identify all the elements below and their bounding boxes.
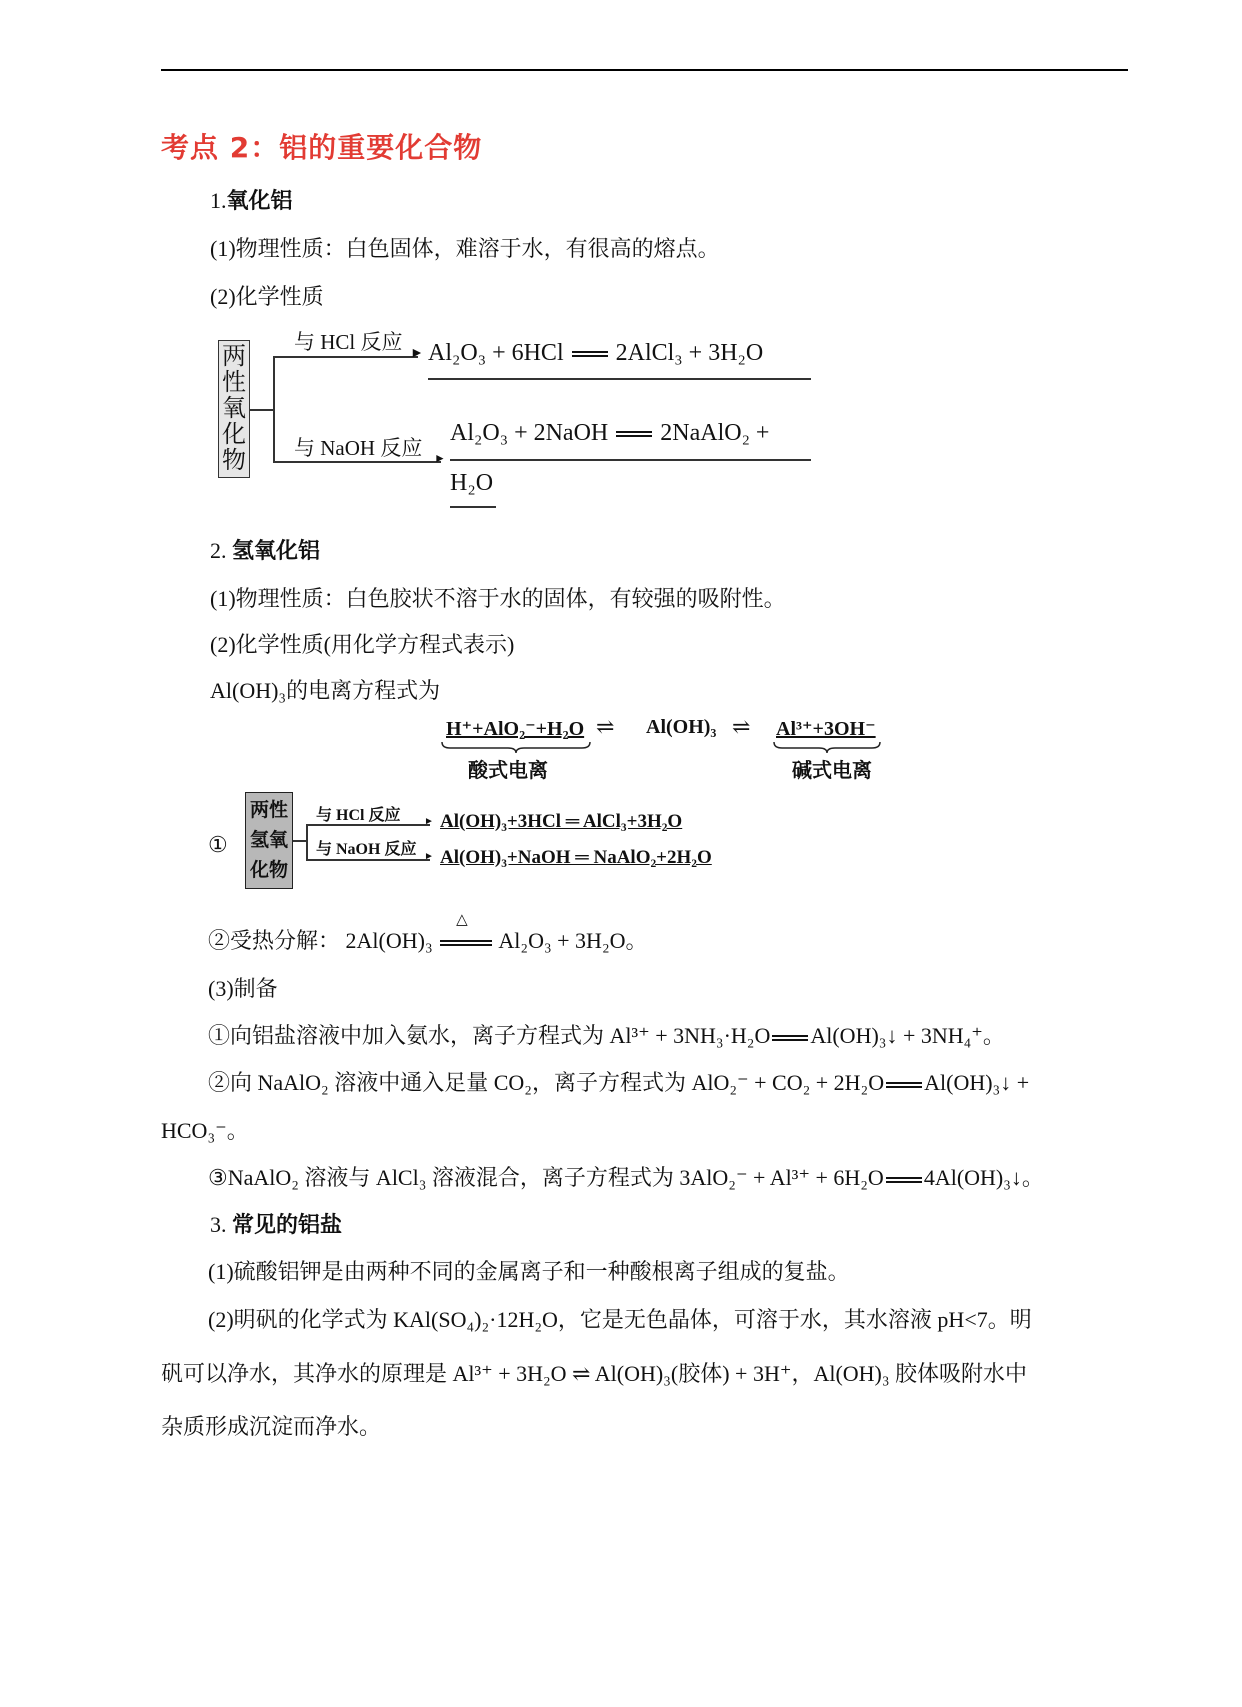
equilibrium-arrow-icon: ⇌: [732, 714, 751, 739]
prep-method-2-continuation: HCO₃⁻。: [161, 1118, 249, 1143]
prep-method-2: ②向 NaAlO₂ 溶液中通入足量 CO₂，离子方程式为 AlO₂⁻ + CO₂ + 2H₂O Al(OH)₃↓ +: [208, 1070, 1030, 1095]
equation-aloh3-naoh: Al(OH)₃+NaOH ═ NaAlO₂+2H₂O: [440, 847, 712, 868]
heat-triangle-icon: △: [456, 912, 468, 928]
prep-method-3: ③NaAlO₂ 溶液与 AlCl₃ 溶液混合，离子方程式为 3AlO₂⁻ + Al³⁺ + 6H₂O 4Al(OH)₃↓。: [208, 1165, 1044, 1190]
equals-sign: [886, 1082, 922, 1088]
arrow-head-icon: ►: [410, 346, 424, 361]
connector: [250, 409, 274, 411]
equals-sign: [572, 351, 608, 357]
header-rule: [161, 69, 1128, 71]
brace-icon: [772, 740, 882, 754]
answer-underline: [428, 378, 811, 380]
connector: [273, 356, 275, 462]
prep-method-1: ①向铝盐溶液中加入氨水，离子方程式为 Al³⁺ + 3NH₃·H₂O Al(OH)₃↓ + 3NH₄⁺。: [208, 1023, 1005, 1048]
equals-sign: [886, 1177, 922, 1183]
branch-arrow-hcl: [273, 356, 418, 358]
equals-sign: [772, 1035, 808, 1041]
base-ionization-label: 碱式电离: [792, 760, 872, 782]
alum-purification-end: 杂质形成沉淀而净水。: [161, 1414, 382, 1439]
preparation-heading: (3)制备: [208, 976, 278, 1001]
base-side: Al³⁺+3OH⁻: [776, 718, 876, 740]
acid-side: H⁺+AlO₂⁻+H₂O: [446, 718, 585, 740]
equation-al2o3-hcl: Al₂O₃ + 6HCl 2AlCl₃ + 3H₂O: [428, 340, 764, 366]
heading-aluminum-oxide: 1.氧化铝: [210, 188, 293, 214]
equals-sign: [440, 940, 492, 946]
alum-formula-line: (2)明矾的化学式为 KAl(SO₄)₂·12H₂O，它是无色晶体，可溶于水，其水溶液 pH<7。明: [208, 1307, 1032, 1332]
answer-underline: [450, 459, 811, 461]
heading-aluminum-salts: 3. 常见的铝盐: [210, 1212, 343, 1238]
label-react-hcl: 与 HCl 反应: [294, 330, 403, 354]
label-react-naoh: 与 NaOH 反应: [294, 436, 423, 460]
equation-al2o3-naoh: Al₂O₃ + 2NaOH 2NaAlO₂ +: [450, 420, 770, 446]
al2o3-physical-properties: (1)物理性质：白色固体，难溶于水，有很高的熔点。: [210, 236, 720, 261]
thermal-decomposition: ②受热分解： 2Al(OH)₃ △ Al₂O₃ + 3H₂O。: [208, 912, 648, 953]
alum-purification-line: 矾可以净水，其净水的原理是 Al³⁺ + 3H₂O ⇌ Al(OH)₃(胶体) + 3H⁺，Al(OH)₃ 胶体吸附水中: [161, 1361, 1028, 1386]
amphoteric-hydroxide-box: 两性 氢氧 化物: [245, 792, 293, 889]
arrow-head-icon: ►: [424, 816, 434, 827]
brace-icon: [440, 740, 592, 754]
section-title: 考点 2：铝的重要化合物: [161, 131, 483, 164]
equilibrium-arrow-icon: ⇌: [596, 714, 615, 739]
al2o3-chemical-properties: (2)化学性质: [210, 284, 324, 309]
connector: [306, 824, 308, 860]
arrow-head-icon: ►: [424, 851, 434, 862]
label-react-hcl: 与 HCl 反应: [316, 807, 401, 824]
equation-continuation: H₂O: [450, 470, 494, 496]
ionization-intro: Al(OH)₃的电离方程式为: [210, 678, 441, 703]
item-marker-1: ①: [208, 832, 228, 857]
equation-aloh3-hcl: Al(OH)₃+3HCl ═ AlCl₃+3H₂O: [440, 811, 683, 832]
amphoteric-oxide-box: 两 性 氧 化 物: [218, 340, 250, 478]
equals-sign: [616, 431, 652, 437]
connector: [293, 840, 307, 842]
aloh3-physical-properties: (1)物理性质：白色胶状不溶于水的固体，有较强的吸附性。: [210, 586, 786, 611]
heading-aluminum-hydroxide: 2. 氢氧化铝: [210, 538, 321, 564]
answer-underline: [450, 506, 496, 508]
label-react-naoh: 与 NaOH 反应: [316, 841, 417, 858]
acid-ionization-label: 酸式电离: [468, 760, 548, 782]
aloh3-chemical-properties: (2)化学性质(用化学方程式表示): [210, 632, 515, 657]
branch-arrow-naoh: [306, 859, 430, 861]
arrow-head-icon: ►: [434, 451, 446, 465]
center-species: Al(OH)₃: [646, 716, 717, 738]
alum-description: (1)硫酸铝钾是由两种不同的金属离子和一种酸根离子组成的复盐。: [208, 1259, 850, 1284]
